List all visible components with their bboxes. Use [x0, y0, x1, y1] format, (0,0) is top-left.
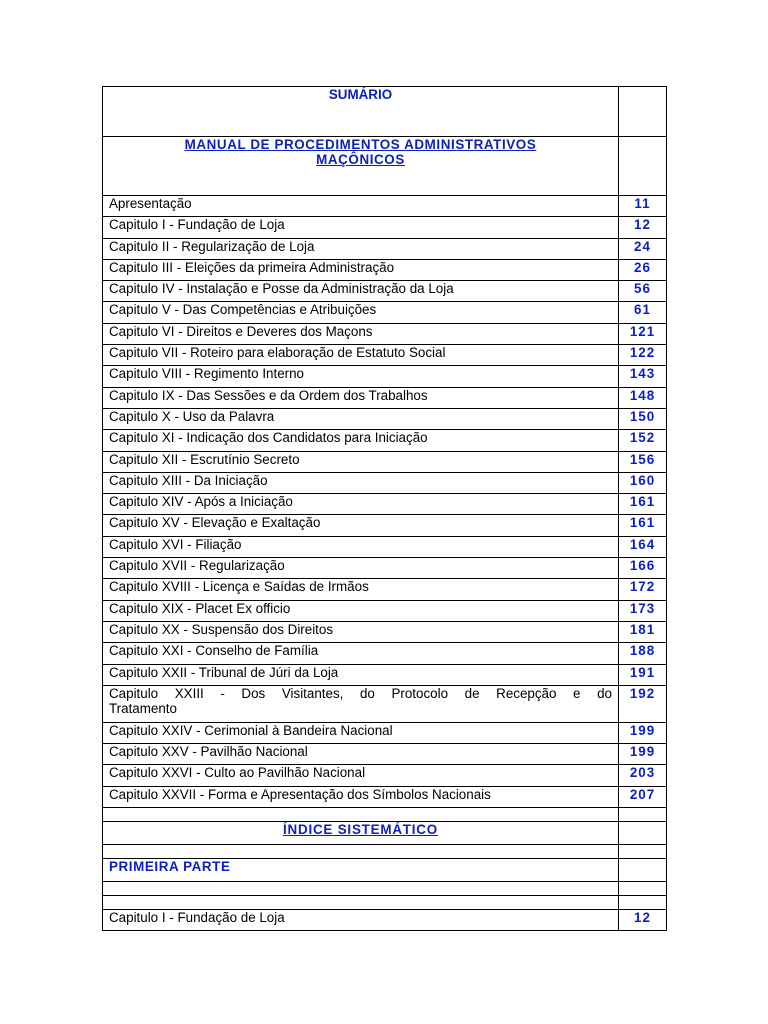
toc-entry-title: Capitulo I - Fundação de Loja	[103, 910, 619, 931]
index-heading: ÍNDICE SISTEMÁTICO	[103, 822, 619, 845]
empty-cell	[619, 896, 667, 910]
toc-entry-page: 143	[619, 366, 667, 387]
index-heading-row	[103, 822, 667, 845]
empty-cell	[619, 137, 667, 196]
toc-entry-title-text: Capitulo II - Regularização de Loja	[109, 238, 315, 254]
subtitle-line-1: MANUAL DE PROCEDIMENTOS ADMINISTRATIVOS	[184, 137, 537, 152]
toc-entry-title	[103, 430, 619, 451]
toc-entry-row	[103, 472, 667, 493]
toc-entry-page: 181	[619, 621, 667, 642]
toc-entry-title-text: Capitulo VII - Roteiro para elaboração de Estatuto Social	[109, 345, 446, 361]
empty-cell	[619, 808, 667, 822]
toc-entry-title	[103, 722, 619, 743]
toc-entry-page: 61	[619, 302, 667, 323]
toc-entry-title-text: Capitulo XX - Suspensão dos Direitos	[109, 621, 334, 637]
toc-entry-title-text: Capitulo V - Das Competências e Atribuições	[109, 302, 377, 318]
toc-entry-row	[103, 494, 667, 515]
toc-entry-title-text: Capitulo XXV - Pavilhão Nacional	[109, 744, 308, 760]
toc-entry-title-text: Capitulo XIX - Placet Ex officio	[109, 600, 291, 616]
toc-entry-page: 121	[619, 323, 667, 344]
toc-entry-title	[103, 744, 619, 765]
toc-entry-page: 188	[619, 643, 667, 664]
toc-entry-title-text: Capitulo XXVII - Forma e Apresentação dos Símbolos Nacionais	[109, 786, 491, 802]
toc-entry-title	[103, 408, 619, 429]
toc-entry-title-text: Capitulo IV - Instalação e Posse da Administração da Loja	[109, 281, 454, 297]
blank-row	[103, 882, 667, 896]
toc-entry-title-text: Capitulo XII - Escrutínio Secreto	[109, 451, 300, 467]
toc-entry-page: 199	[619, 744, 667, 765]
toc-entry-title-text: Capitulo XVIII - Licença e Saídas de Irmãos	[109, 579, 369, 595]
toc-entry-page: 160	[619, 472, 667, 493]
toc-entry-title	[103, 238, 619, 259]
toc-entry-row	[103, 408, 667, 429]
toc-entry-title-text: Capitulo XI - Indicação dos Candidatos para Iniciação	[109, 430, 428, 446]
toc-entry-row	[103, 515, 667, 536]
toc-entry-row	[103, 345, 667, 366]
title-row	[103, 87, 667, 137]
toc-entry-row	[103, 643, 667, 664]
toc-entry-page: 122	[619, 345, 667, 366]
toc-entry-page: 12	[619, 910, 667, 931]
subtitle-line-2: MAÇÔNICOS	[316, 152, 405, 167]
toc-entry-page: 161	[619, 515, 667, 536]
empty-cell	[619, 822, 667, 845]
toc-entry-title-text: Capitulo I - Fundação de Loja	[109, 217, 285, 233]
toc-entry-title	[103, 786, 619, 807]
toc-entry-title	[103, 643, 619, 664]
toc-entry-title	[103, 196, 619, 217]
empty-cell	[619, 859, 667, 882]
toc-entry-title-text: Capitulo IX - Das Sessões e da Ordem dos Trabalhos	[109, 387, 428, 403]
toc-entry-row	[103, 600, 667, 621]
toc-entry-page: 152	[619, 430, 667, 451]
toc-entry-title	[103, 600, 619, 621]
toc-entry-row	[103, 621, 667, 642]
toc-entry-title-text: Capitulo XXIV - Cerimonial à Bandeira Nacional	[109, 722, 393, 738]
toc-entry-page: 191	[619, 664, 667, 685]
toc-entry-row	[103, 744, 667, 765]
empty-cell	[619, 845, 667, 859]
toc-entry-title	[103, 387, 619, 408]
toc-entry-row	[103, 281, 667, 302]
subtitle-row	[103, 137, 667, 196]
toc-entry-title	[103, 536, 619, 557]
toc-entry-row	[103, 579, 667, 600]
toc-entry-title	[103, 366, 619, 387]
toc-table	[102, 86, 667, 931]
toc-entry-page: 150	[619, 408, 667, 429]
toc-entry-title-text: Capitulo X - Uso da Palavra	[109, 408, 275, 424]
toc-entry-title-text: Capitulo VI - Direitos e Deveres dos Maçons	[109, 323, 373, 339]
toc-entry-row	[103, 238, 667, 259]
empty-cell	[619, 882, 667, 896]
toc-entry-title	[103, 217, 619, 238]
toc-entry-title-text: Capitulo XVI - Filiação	[109, 536, 242, 552]
toc-entry-title-text: Capitulo XXI - Conselho de Família	[109, 643, 319, 659]
blank-row	[103, 808, 667, 822]
empty-cell	[103, 845, 619, 859]
toc-entry-title	[103, 451, 619, 472]
toc-entry-title	[103, 259, 619, 280]
toc-entry-page: 166	[619, 558, 667, 579]
empty-cell	[103, 896, 619, 910]
toc-entry-row	[103, 664, 667, 685]
toc-entry-page: 148	[619, 387, 667, 408]
toc-entry-row	[103, 217, 667, 238]
toc-entry-title-text: Capitulo XV - Elevação e Exaltação	[109, 515, 321, 531]
toc-entry-title-text: Capitulo XXIII - Dos Visitantes, do Protocolo de Recepção e do	[109, 685, 612, 701]
toc-entry-title	[103, 515, 619, 536]
manual-subtitle	[103, 137, 619, 196]
page-title: SUMÁRIO	[103, 87, 619, 137]
toc-entry-title-text: Capitulo XVII - Regularização	[109, 558, 285, 574]
empty-cell	[103, 882, 619, 896]
toc-entry-page: 56	[619, 281, 667, 302]
toc-entry-title	[103, 281, 619, 302]
toc-entry-page: 12	[619, 217, 667, 238]
toc-entry-title-text: Capitulo XIII - Da Iniciação	[109, 472, 268, 488]
toc-entry-page: 161	[619, 494, 667, 515]
toc-entry-title-text: Apresentação	[109, 196, 192, 211]
toc-entry-title	[103, 472, 619, 493]
toc-entry-title	[103, 302, 619, 323]
toc-entry-page: 156	[619, 451, 667, 472]
toc-entry-row	[103, 196, 667, 217]
toc-entry-page: 207	[619, 786, 667, 807]
toc-entry-title	[103, 345, 619, 366]
toc-entry-row	[103, 786, 667, 807]
empty-cell	[619, 87, 667, 137]
empty-cell	[103, 808, 619, 822]
blank-row	[103, 896, 667, 910]
toc-entry-row	[103, 430, 667, 451]
blank-row	[103, 845, 667, 859]
toc-entry-title-text: Capitulo XXII - Tribunal de Júri da Loja	[109, 664, 339, 680]
toc-entry-row	[103, 722, 667, 743]
toc-entry-title-text-line-2: Tratamento	[109, 700, 177, 716]
toc-entry-row	[103, 387, 667, 408]
toc-entry-title	[103, 323, 619, 344]
toc-entry-page: 164	[619, 536, 667, 557]
toc-entry-title	[103, 664, 619, 685]
toc-entry-row	[103, 558, 667, 579]
toc-entry-page: 203	[619, 765, 667, 786]
toc-entry-title	[103, 685, 619, 722]
toc-entry-page: 192	[619, 685, 667, 722]
toc-entry-page: 172	[619, 579, 667, 600]
toc-entry-page: 11	[619, 196, 667, 217]
toc-entry-page: 26	[619, 259, 667, 280]
toc-entry-row	[103, 259, 667, 280]
part-heading-row	[103, 859, 667, 882]
toc-entry-title	[103, 579, 619, 600]
toc-entry-row	[103, 910, 667, 931]
toc-entry-title-text: Capitulo XIV - Após a Iniciação	[109, 494, 293, 510]
toc-entry-row	[103, 302, 667, 323]
toc-entry-row	[103, 536, 667, 557]
toc-entry-title-text: Capitulo XXVI - Culto ao Pavilhão Nacional	[109, 765, 366, 781]
toc-entry-row	[103, 685, 667, 722]
toc-entry-title	[103, 494, 619, 515]
toc-entry-row	[103, 451, 667, 472]
toc-entry-title	[103, 558, 619, 579]
toc-entry-row	[103, 366, 667, 387]
toc-entry-title	[103, 765, 619, 786]
toc-entry-page: 173	[619, 600, 667, 621]
toc-entry-row	[103, 323, 667, 344]
part-heading: PRIMEIRA PARTE	[103, 859, 619, 882]
toc-entry-title-text: Capitulo VIII - Regimento Interno	[109, 366, 305, 382]
toc-entry-row	[103, 765, 667, 786]
toc-entry-title-text: Capitulo III - Eleições da primeira Administração	[109, 259, 395, 275]
toc-entry-page: 199	[619, 722, 667, 743]
toc-entry-page: 24	[619, 238, 667, 259]
toc-entry-title	[103, 621, 619, 642]
